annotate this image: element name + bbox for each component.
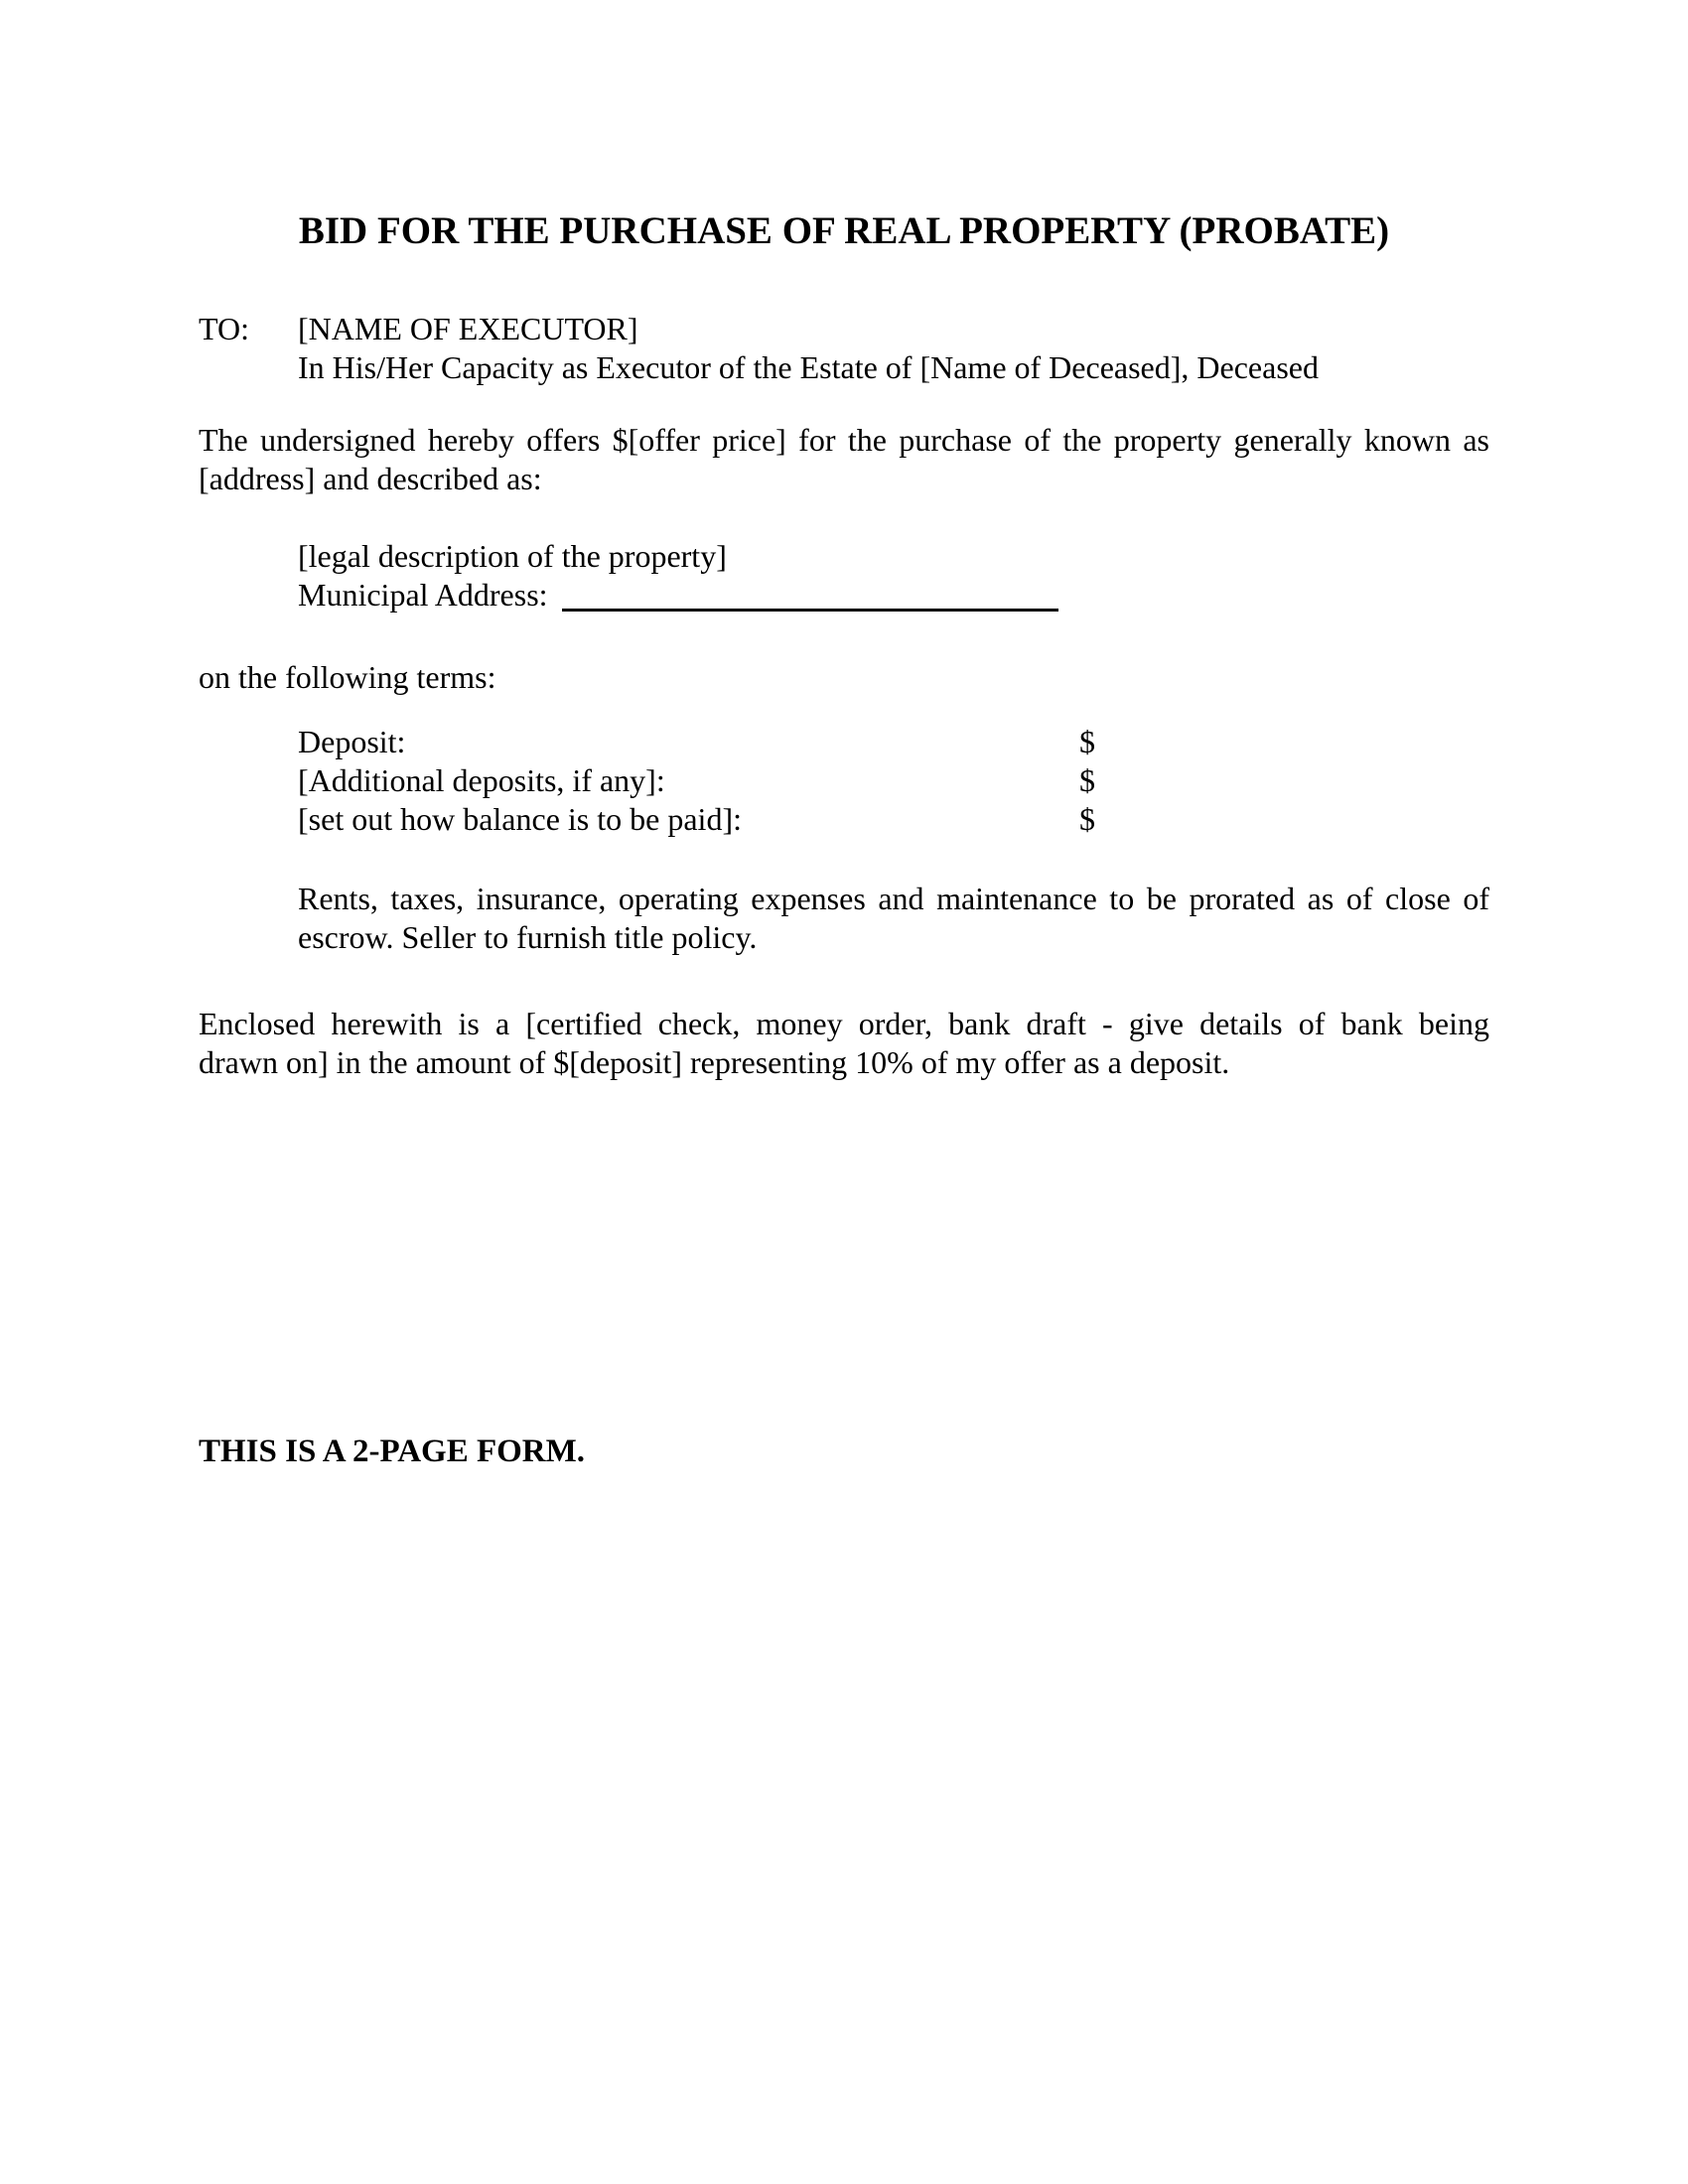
offer-paragraph-line-2: [address] and described as: — [199, 461, 542, 496]
offer-paragraph — [199, 421, 1489, 498]
proration-note-line-2: escrow. Seller to furnish title policy. — [298, 919, 758, 955]
term-row-balance — [298, 800, 1489, 839]
terms-list — [298, 723, 1489, 839]
term-amount-dollar-sign: $ — [1079, 762, 1095, 798]
recipient-block — [199, 310, 1489, 387]
legal-description-line: [legal description of the property] — [298, 538, 727, 574]
proration-note-line-1: Rents, taxes, insurance, operating expenses and maintenance to be prorated as of close of — [298, 881, 1489, 916]
recipient-capacity-line: In His/Her Capacity as Executor of the Estate of [Name of Deceased], Deceased — [298, 349, 1319, 385]
document-title: BID FOR THE PURCHASE OF REAL PROPERTY (PROBATE) — [298, 209, 1390, 252]
term-amount-dollar-sign: $ — [1079, 801, 1095, 837]
municipal-address-label: Municipal Address: — [298, 577, 548, 613]
enclosure-paragraph — [199, 1005, 1489, 1082]
enclosure-paragraph-line-2: drawn on] in the amount of $[deposit] representing 10% of my offer as a deposit. — [199, 1044, 1230, 1080]
recipient-lines — [298, 310, 1489, 387]
recipient-to-label: TO: — [199, 311, 249, 346]
property-description-block — [298, 537, 1489, 614]
municipal-address-line — [298, 576, 1489, 614]
terms-intro: on the following terms: — [199, 659, 496, 695]
term-row-additional-deposits — [298, 761, 1489, 800]
recipient-name-line: [NAME OF EXECUTOR] — [298, 311, 638, 346]
two-page-form-note: THIS IS A 2-PAGE FORM. — [199, 1433, 586, 1469]
term-label: [set out how balance is to be paid]: — [298, 801, 742, 837]
term-amount-dollar-sign: $ — [1079, 724, 1095, 759]
term-row-deposit — [298, 723, 1489, 761]
term-label: [Additional deposits, if any]: — [298, 762, 665, 798]
proration-note — [298, 880, 1489, 957]
municipal-address-blank-field — [562, 585, 1058, 612]
offer-paragraph-line-1: The undersigned hereby offers $[offer price] for the purchase of the property generally known as — [199, 422, 1489, 458]
term-label: Deposit: — [298, 724, 406, 759]
enclosure-paragraph-line-1: Enclosed herewith is a [certified check, money order, bank draft - give details of bank being — [199, 1006, 1489, 1041]
